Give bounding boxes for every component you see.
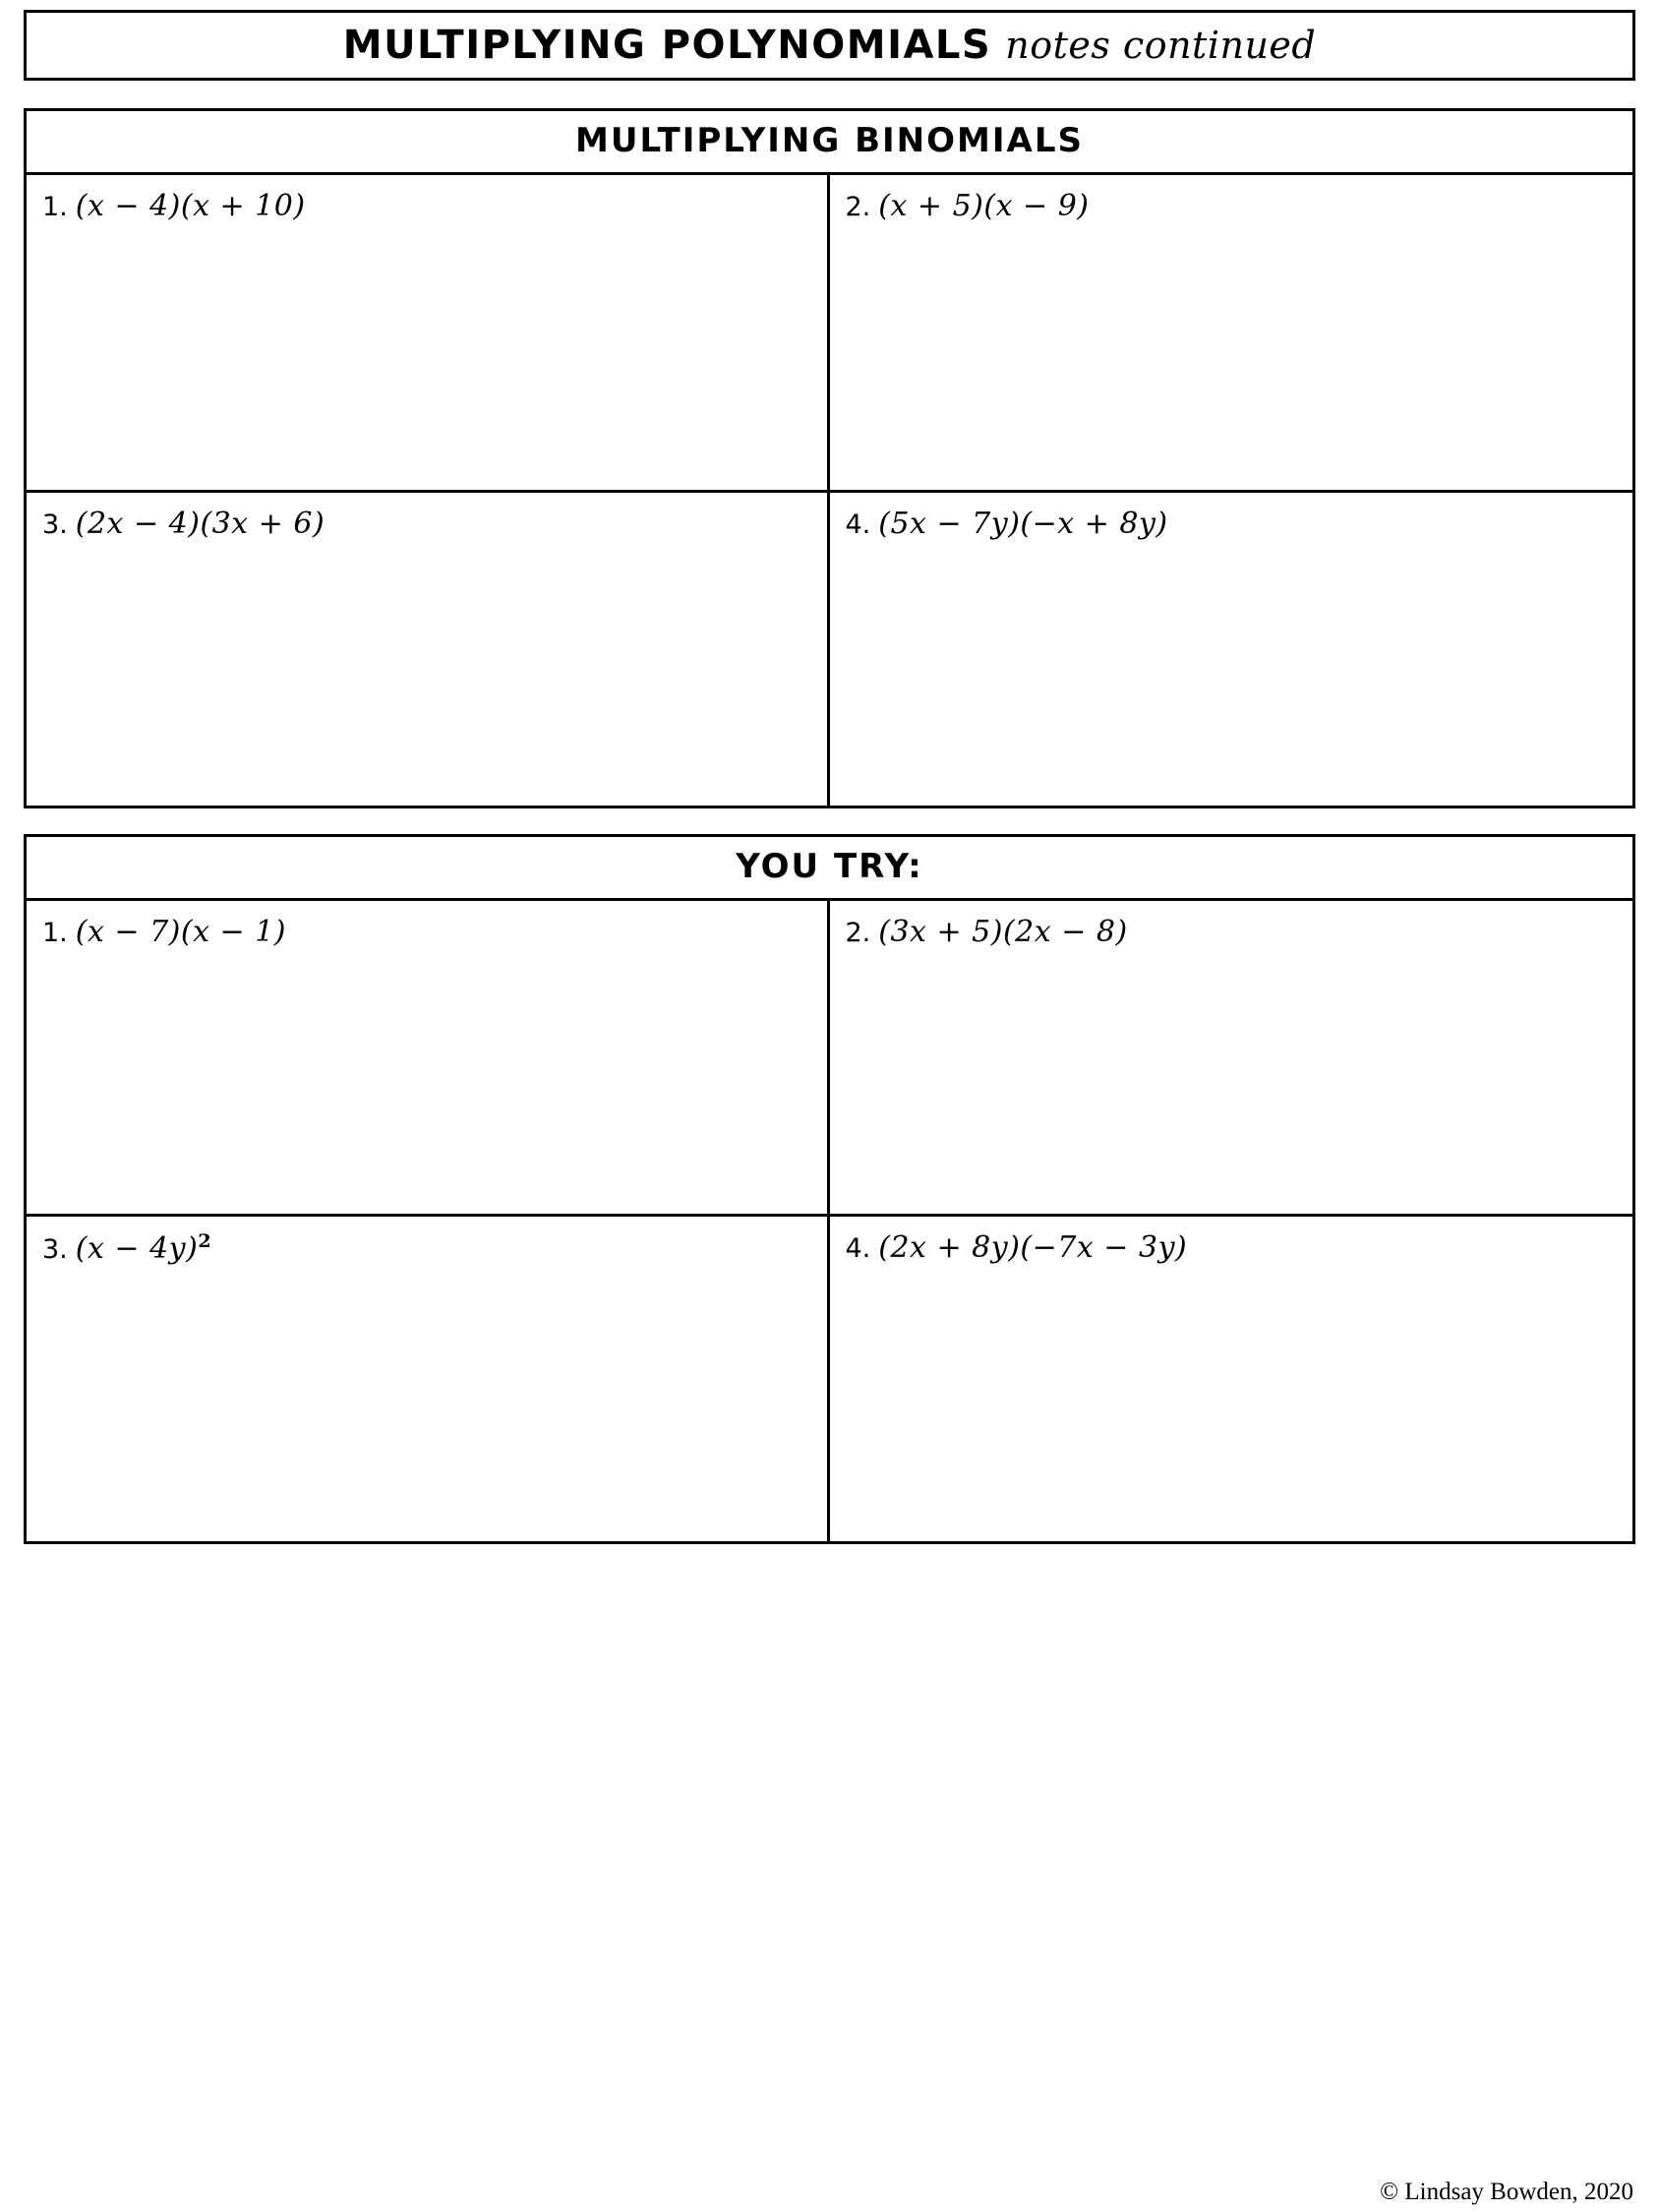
problem-cell[interactable]: [830, 175, 1633, 490]
problem-cell[interactable]: [27, 901, 830, 1214]
problem-number: 2.: [845, 918, 871, 948]
problem-cell[interactable]: [27, 175, 830, 490]
problem-number: 3.: [42, 509, 68, 540]
problem-row: [27, 901, 1632, 1217]
problem-cell[interactable]: [27, 1217, 830, 1541]
section-you-try: [24, 834, 1635, 1544]
problem-number: 4.: [845, 509, 871, 540]
problem-cell[interactable]: [27, 493, 830, 806]
problem-expression: (x − 7)(x − 1): [75, 915, 287, 949]
problem-exponent: 2: [198, 1230, 212, 1252]
problem-row: [27, 1217, 1632, 1541]
page-title: MULTIPLYING POLYNOMIALS: [342, 23, 992, 68]
page-subtitle: notes continued: [1005, 24, 1317, 67]
problem-expression: (3x + 5)(2x − 8): [878, 915, 1128, 949]
problem-number: 2.: [845, 192, 871, 222]
problem-expression: (x + 5)(x − 9): [878, 189, 1090, 223]
problem-number: 4.: [845, 1233, 871, 1264]
problem-number: 1.: [42, 192, 68, 222]
problem-expression: (x − 4)(x + 10): [75, 189, 306, 223]
section-heading: MULTIPLYING BINOMIALS: [27, 111, 1632, 175]
problem-expression: (2x + 8y)(−7x − 3y): [878, 1230, 1188, 1265]
problem-number: 3.: [42, 1234, 68, 1265]
problem-number: 1.: [42, 918, 68, 948]
copyright-notice: © Lindsay Bowden, 2020: [1380, 2179, 1633, 2205]
page-title-bar: [24, 10, 1635, 81]
problem-cell[interactable]: [830, 901, 1633, 1214]
problem-expression: (5x − 7y)(−x + 8y): [878, 507, 1168, 541]
problem-cell[interactable]: [830, 1217, 1633, 1541]
problem-row: [27, 175, 1632, 493]
problem-row: [27, 493, 1632, 806]
problem-expression: $(x - 4y)^2$: [75, 1230, 212, 1266]
problem-expression: (2x − 4)(3x + 6): [75, 507, 326, 541]
section-multiplying-binomials: [24, 108, 1635, 808]
problem-cell[interactable]: [830, 493, 1633, 806]
section-heading: YOU TRY:: [27, 837, 1632, 901]
